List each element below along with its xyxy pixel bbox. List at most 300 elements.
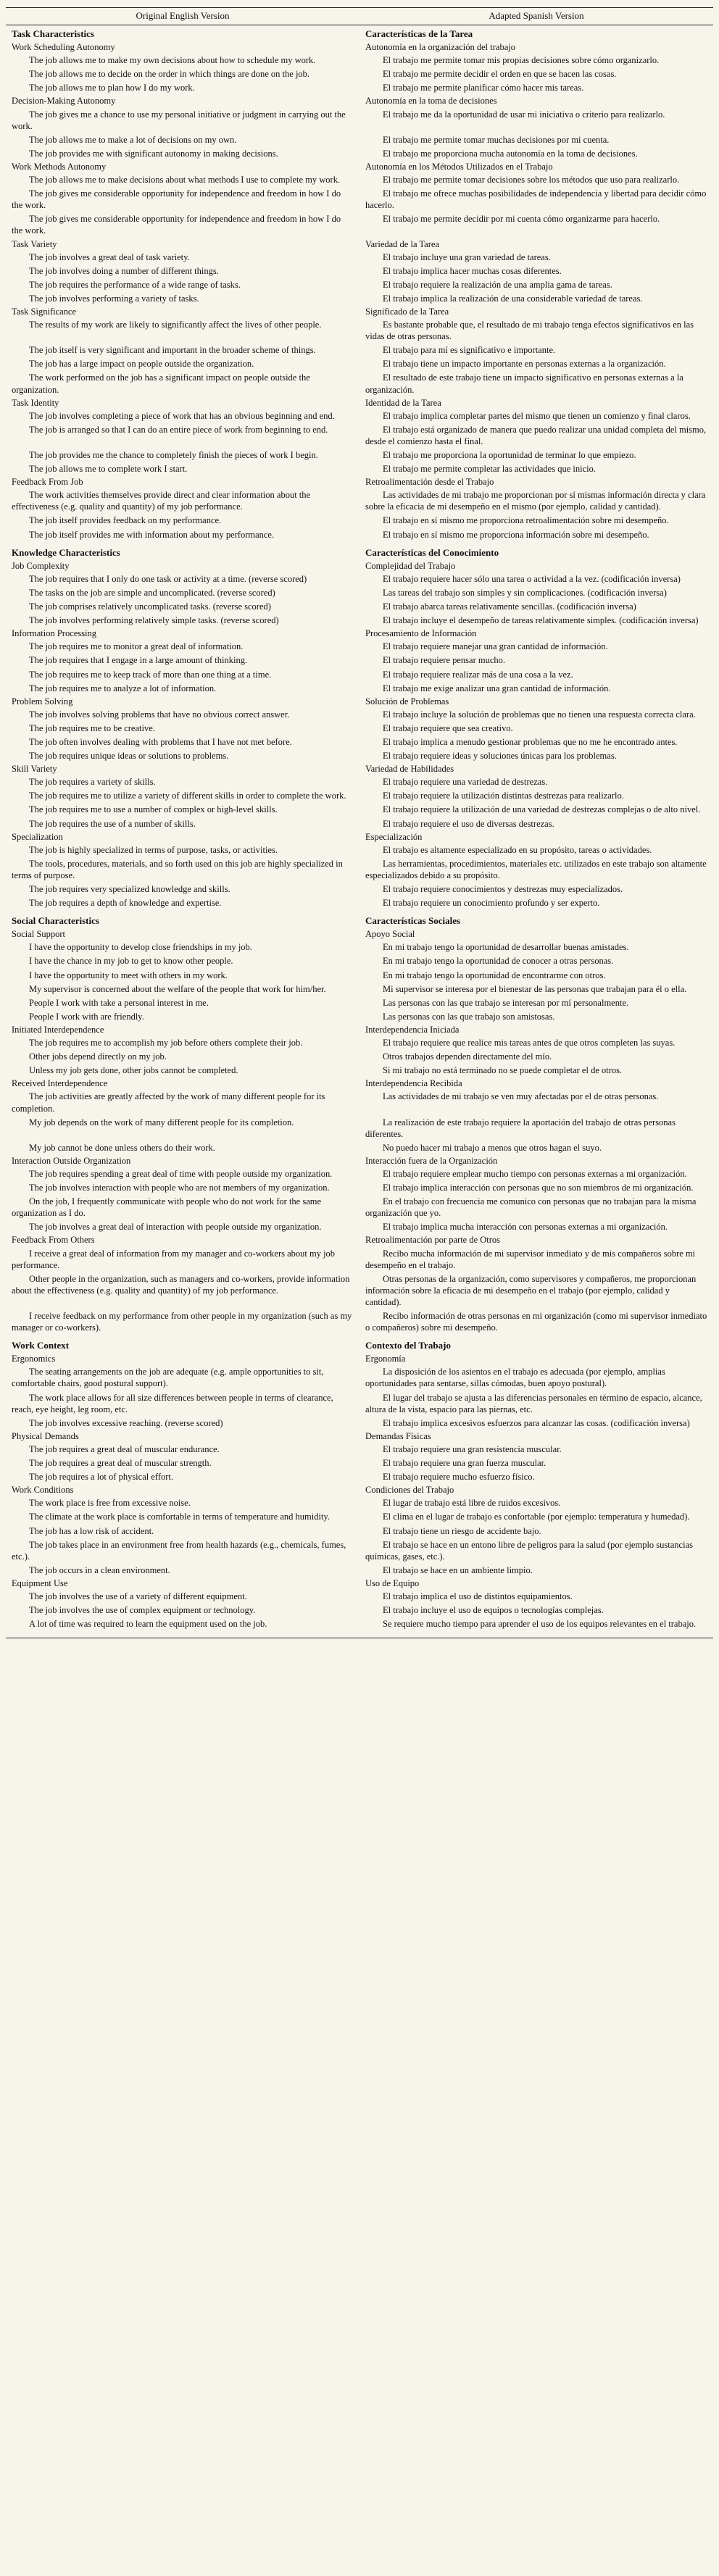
section-heading-spanish: Contexto del Trabajo — [365, 1340, 451, 1351]
scale-heading-row — [6, 1577, 713, 1589]
item-spanish-cell — [360, 212, 713, 237]
scale-heading-english: Work Conditions — [12, 1485, 74, 1496]
item-english-cell — [6, 599, 360, 613]
item-spanish-cell — [360, 775, 713, 788]
item-english: People I work with are friendly. — [29, 1011, 144, 1022]
item-spanish-cell — [360, 1167, 713, 1180]
item-spanish: El trabajo me permite decidir por mi cuenta cómo organizarme para hacerlo. — [383, 214, 660, 225]
scale-heading-english: Received Interdependence — [12, 1078, 108, 1089]
item-english-cell — [6, 1603, 360, 1617]
item-row — [6, 422, 713, 448]
item-row — [6, 448, 713, 462]
item-english: The job involves interaction with people who are not members of my organization. — [29, 1183, 330, 1193]
item-row — [6, 1416, 713, 1430]
item-spanish: El trabajo me permite completar las actividades que inicio. — [383, 464, 596, 475]
item-spanish-cell — [360, 613, 713, 627]
item-english: The job involves excessive reaching. (reverse scored) — [29, 1417, 223, 1428]
item-english-cell — [6, 982, 360, 996]
table-header-row — [6, 8, 713, 25]
item-spanish: Otros trabajos dependen directamente del mío. — [383, 1051, 552, 1062]
item-english: The job gives me a chance to use my personal initiative or judgment in carrying out the work. — [12, 109, 346, 131]
scale-heading-spanish: Variedad de la Tarea — [365, 238, 439, 249]
item-english-cell — [6, 1538, 360, 1563]
item-english-cell — [6, 291, 360, 305]
item-english: The job involves solving problems that have no obvious correct answer. — [29, 709, 290, 720]
item-spanish-cell — [360, 1416, 713, 1430]
scale-heading-spanish: Procesamiento de Información — [365, 628, 477, 639]
item-spanish-cell — [360, 1009, 713, 1023]
item-row — [6, 1089, 713, 1114]
item-spanish: El resultado de este trabajo tiene un impacto significativo en personas externas a la organización. — [365, 372, 683, 395]
item-english: The tools, procedures, materials, and so forth used on this job are highly specialized in terms of purpose. — [12, 858, 343, 880]
item-english-cell — [6, 1089, 360, 1114]
item-spanish: Otras personas de la organización, como supervisores y compañeros, me proporcionan información sobre la eficacia de mi desempeño en el trabajo (por ejemplo, calidad y cantidad). — [365, 1273, 697, 1307]
section-heading-spanish: Características de la Tarea — [365, 28, 473, 39]
item-english-cell — [6, 613, 360, 627]
item-english-cell — [6, 357, 360, 370]
item-spanish: El trabajo requiere una gran fuerza muscular. — [383, 1458, 546, 1469]
item-spanish: Las personas con las que trabajo se interesan por mí personalmente. — [383, 997, 629, 1008]
item-spanish-cell — [360, 954, 713, 967]
item-spanish: El trabajo requiere la utilización de una variedad de destrezas complejas o de alto nivel. — [383, 804, 701, 815]
item-spanish: El trabajo me da la oportunidad de usar mi iniciativa o criterio para realizarlo. — [383, 109, 665, 120]
item-row — [6, 1035, 713, 1049]
item-english-cell — [6, 1442, 360, 1456]
item-spanish-cell — [360, 409, 713, 422]
item-spanish-cell — [360, 1470, 713, 1483]
item-spanish-cell — [360, 1364, 713, 1390]
item-spanish-cell — [360, 1589, 713, 1603]
header-english: Original English Version — [6, 8, 360, 25]
scale-heading-row — [6, 1483, 713, 1496]
item-spanish: El trabajo incluye la solución de problemas que no tienen una respuesta correcta clara. — [383, 709, 696, 720]
item-row — [6, 639, 713, 653]
item-english: The job is arranged so that I can do an entire piece of work from beginning to end. — [29, 424, 328, 435]
item-spanish: El trabajo incluye una gran variedad de tareas. — [383, 251, 551, 262]
scale-heading-english: Job Complexity — [12, 560, 70, 571]
item-english: The job involves performing relatively simple tasks. (reverse scored) — [29, 615, 279, 626]
item-spanish: Es bastante probable que, el resultado de mi trabajo tenga efectos significativos en las vidas de otras personas. — [365, 320, 694, 342]
item-row — [6, 513, 713, 527]
item-spanish: El trabajo requiere emplear mucho tiempo con personas externas a mi organización. — [383, 1168, 687, 1179]
item-english: Unless my job gets done, other jobs cannot be completed. — [29, 1065, 238, 1076]
item-row — [6, 1589, 713, 1603]
item-english-cell — [6, 1167, 360, 1180]
item-row — [6, 1180, 713, 1194]
item-row — [6, 1063, 713, 1077]
scale-heading-english: Feedback From Job — [12, 477, 83, 488]
scale-heading-row — [6, 1352, 713, 1364]
item-spanish-cell — [360, 448, 713, 462]
item-english: A lot of time was required to learn the equipment used on the job. — [29, 1619, 267, 1630]
item-english-cell — [6, 186, 360, 212]
item-row — [6, 528, 713, 541]
item-row — [6, 488, 713, 513]
item-english-cell — [6, 681, 360, 695]
item-english-cell — [6, 1009, 360, 1023]
item-spanish-cell — [360, 133, 713, 146]
item-spanish-cell — [360, 982, 713, 996]
item-english-cell — [6, 317, 360, 343]
item-row — [6, 1364, 713, 1390]
scale-heading-spanish: Interdependencia Iniciada — [365, 1024, 460, 1035]
item-english: The climate at the work place is comfortable in terms of temperature and humidity. — [29, 1512, 331, 1522]
item-spanish: La disposición de los asientos en el trabajo es adecuada (por ejemplo, amplias oportunidades para sentarse, sillas cómodas, buen apoyo postural). — [365, 1367, 665, 1389]
item-row — [6, 572, 713, 585]
item-spanish-cell — [360, 462, 713, 475]
item-spanish: Las tareas del trabajo son simples y sin complicaciones. (codificación inversa) — [383, 587, 667, 598]
item-spanish: Recibo mucha información de mi supervisor inmediato y de mis compañeros sobre mi desempeño en el trabajo. — [365, 1248, 696, 1270]
item-row — [6, 599, 713, 613]
item-spanish-cell — [360, 1496, 713, 1509]
item-english: The job activities are greatly affected by the work of many different people for its completion. — [12, 1091, 325, 1114]
item-row — [6, 1115, 713, 1141]
item-row — [6, 817, 713, 830]
item-english: The job requires that I only do one task or activity at a time. (reverse scored) — [29, 573, 307, 584]
item-row — [6, 681, 713, 695]
item-spanish: El trabajo me permite planificar cómo hacer mis tareas. — [383, 83, 584, 93]
item-spanish: El trabajo requiere el uso de diversas destrezas. — [383, 818, 554, 829]
item-spanish-cell — [360, 357, 713, 370]
item-spanish: El trabajo requiere manejar una gran cantidad de información. — [383, 641, 608, 652]
item-spanish-cell — [360, 968, 713, 982]
scale-heading-spanish: Identidad de la Tarea — [365, 397, 441, 408]
item-spanish-cell — [360, 639, 713, 653]
scale-heading-row — [6, 762, 713, 775]
item-row — [6, 278, 713, 291]
item-spanish-cell — [360, 1141, 713, 1154]
item-english-cell — [6, 1364, 360, 1390]
item-spanish-cell — [360, 488, 713, 513]
item-spanish-cell — [360, 1509, 713, 1523]
item-row — [6, 1391, 713, 1416]
item-english: The job requires spending a great deal of time with people outside my organization. — [29, 1168, 333, 1179]
section-heading-row — [6, 25, 713, 41]
scale-heading-english: Information Processing — [12, 628, 96, 639]
item-spanish: El trabajo me ofrece muchas posibilidades de independencia y libertad para decidir cómo hacerlo. — [365, 188, 707, 211]
scale-heading-english: Interaction Outside Organization — [12, 1155, 131, 1166]
document — [6, 0, 713, 1638]
item-row — [6, 1309, 713, 1334]
item-english: The job provides me with significant autonomy in making decisions. — [29, 148, 278, 159]
item-spanish-cell — [360, 1309, 713, 1334]
scale-heading-spanish: Autonomía en la organización del trabajo — [365, 42, 515, 53]
item-row — [6, 107, 713, 133]
item-spanish-cell — [360, 186, 713, 212]
item-row — [6, 1194, 713, 1220]
item-english: The job requires a variety of skills. — [29, 777, 156, 788]
item-spanish-cell — [360, 1456, 713, 1470]
item-english: The job has a low risk of accident. — [29, 1525, 154, 1536]
item-row — [6, 343, 713, 357]
item-spanish: En el trabajo con frecuencia me comunico con personas que no trabajan para la misma organización que yo. — [365, 1196, 697, 1219]
item-spanish-cell — [360, 1246, 713, 1272]
item-english: The job allows me to complete work I start. — [29, 464, 188, 475]
scale-heading-spanish: Significado de la Tarea — [365, 306, 449, 317]
item-english: I receive a great deal of information from my manager and co-workers about my job performance. — [12, 1248, 336, 1270]
item-english-cell — [6, 53, 360, 67]
section-heading-spanish: Características Sociales — [365, 915, 461, 927]
item-english: My supervisor is concerned about the welfare of the people that work for him/her. — [29, 983, 326, 994]
item-english-cell — [6, 422, 360, 448]
item-spanish-cell — [360, 317, 713, 343]
item-english-cell — [6, 370, 360, 396]
questionnaire-table — [6, 7, 713, 1638]
item-spanish-cell — [360, 653, 713, 667]
item-english: The job allows me to make my own decisions about how to schedule my work. — [29, 55, 316, 66]
scale-heading-row — [6, 475, 713, 488]
item-spanish: El trabajo en sí mismo me proporciona retroalimentación sobre mi desempeño. — [383, 515, 669, 526]
item-row — [6, 1563, 713, 1577]
item-spanish: No puedo hacer mi trabajo a menos que otros hagan el suyo. — [383, 1142, 602, 1153]
item-spanish-cell — [360, 802, 713, 816]
scale-heading-row — [6, 1154, 713, 1167]
item-spanish: El trabajo me exige analizar una gran cantidad de información. — [383, 683, 611, 693]
item-spanish: Mi supervisor se interesa por el bienestar de las personas que trabajan para él o ella. — [383, 983, 687, 994]
item-spanish: En mi trabajo tengo la oportunidad de conocer a otras personas. — [383, 956, 614, 967]
item-english: The job allows me to make decisions about what methods I use to complete my work. — [29, 175, 341, 186]
item-spanish: El trabajo requiere conocimientos y destrezas muy especializados. — [383, 884, 623, 894]
item-english: The seating arrangements on the job are adequate (e.g. ample opportunities to sit, comfortable chairs, good postural support). — [12, 1367, 324, 1389]
item-spanish: El trabajo implica hacer muchas cosas diferentes. — [383, 265, 562, 276]
scale-heading-spanish: Interdependencia Recibida — [365, 1078, 462, 1089]
table-body — [6, 25, 713, 1638]
item-english: I have the opportunity to develop close friendships in my job. — [29, 942, 252, 953]
item-row — [6, 1442, 713, 1456]
item-english: The job requires that I engage in a large amount of thinking. — [29, 655, 248, 666]
item-row — [6, 843, 713, 856]
item-spanish-cell — [360, 843, 713, 856]
item-spanish: El trabajo implica el uso de distintos equipamientos. — [383, 1591, 573, 1601]
item-english-cell — [6, 843, 360, 856]
item-spanish: El trabajo requiere una variedad de destrezas. — [383, 777, 548, 788]
item-row — [6, 1538, 713, 1563]
item-english-cell — [6, 1416, 360, 1430]
item-english: The job gives me considerable opportunity for independence and freedom in how I do the work. — [12, 214, 341, 236]
item-row — [6, 1246, 713, 1272]
item-english-cell — [6, 721, 360, 735]
item-english-cell — [6, 67, 360, 80]
item-spanish: El trabajo es altamente especializado en su propósito, tareas o actividades. — [383, 844, 652, 855]
item-spanish-cell — [360, 1115, 713, 1141]
item-spanish: El trabajo requiere ideas y soluciones únicas para los problemas. — [383, 751, 617, 762]
scale-heading-row — [6, 305, 713, 317]
item-spanish-cell — [360, 1617, 713, 1630]
section-heading-row — [6, 1334, 713, 1352]
scale-heading-row — [6, 1233, 713, 1246]
item-spanish: El trabajo requiere un conocimiento profundo y ser experto. — [383, 898, 600, 909]
item-row — [6, 1272, 713, 1309]
item-spanish: El trabajo implica a menudo gestionar problemas que no me he encontrado antes. — [383, 736, 678, 747]
item-english: The work place allows for all size differences between people in terms of clearance, reach, eye height, leg room, etc. — [12, 1392, 333, 1414]
scale-heading-english: Work Methods Autonomy — [12, 161, 107, 172]
item-spanish-cell — [360, 1391, 713, 1416]
item-english-cell — [6, 940, 360, 954]
item-english-cell — [6, 462, 360, 475]
item-english-cell — [6, 788, 360, 802]
item-row — [6, 53, 713, 67]
item-row — [6, 317, 713, 343]
item-english: The job allows me to decide on the order in which things are done on the job. — [29, 69, 310, 80]
item-spanish: El trabajo está organizado de manera que puedo realizar una unidad completa del mismo, desde el comienzo hasta el final. — [365, 424, 707, 446]
item-english: The job involves the use of a variety of different equipment. — [29, 1591, 247, 1601]
item-english-cell — [6, 409, 360, 422]
item-spanish: Las actividades de mi trabajo me proporcionan por sí mismas información directa y clara sobre la eficacia de mi desempeño en el mismo (por ejemplo, calidad y cantidad). — [365, 490, 706, 512]
item-spanish: El lugar del trabajo se ajusta a las diferencias personales en término de espacio, alcance, altura de la vista, espacio para las piernas, etc. — [365, 1392, 702, 1414]
item-english-cell — [6, 250, 360, 264]
item-spanish-cell — [360, 681, 713, 695]
item-row — [6, 146, 713, 160]
scale-heading-spanish: Solución de Problemas — [365, 696, 449, 706]
item-english: The tasks on the job are simple and uncomplicated. (reverse scored) — [29, 587, 275, 598]
item-row — [6, 172, 713, 186]
scale-heading-row — [6, 928, 713, 940]
item-row — [6, 982, 713, 996]
item-spanish-cell — [360, 67, 713, 80]
item-row — [6, 80, 713, 94]
item-row — [6, 1167, 713, 1180]
item-row — [6, 409, 713, 422]
item-english: I have the chance in my job to get to know other people. — [29, 956, 233, 967]
item-spanish-cell — [360, 721, 713, 735]
item-row — [6, 133, 713, 146]
item-english: The job requires the performance of a wide range of tasks. — [29, 279, 241, 290]
item-spanish: El trabajo requiere que sea creativo. — [383, 722, 513, 733]
item-spanish-cell — [360, 1603, 713, 1617]
item-english: The job requires me to monitor a great deal of information. — [29, 641, 244, 652]
item-english-cell — [6, 1246, 360, 1272]
item-spanish-cell — [360, 585, 713, 599]
item-spanish-cell — [360, 1538, 713, 1563]
item-english: The job requires very specialized knowledge and skills. — [29, 884, 230, 894]
section-heading-english: Task Characteristics — [12, 28, 94, 39]
item-row — [6, 1470, 713, 1483]
item-english: The job involves a great deal of task variety. — [29, 251, 190, 262]
item-row — [6, 250, 713, 264]
item-row — [6, 896, 713, 909]
item-english: The job itself provides feedback on my performance. — [29, 515, 222, 526]
item-english: The job allows me to make a lot of decisions on my own. — [29, 134, 237, 145]
item-english-cell — [6, 667, 360, 681]
item-row — [6, 1009, 713, 1023]
scale-heading-spanish: Uso de Equipo — [365, 1577, 420, 1588]
item-row — [6, 788, 713, 802]
item-spanish: En mi trabajo tengo la oportunidad de desarrollar buenas amistades. — [383, 942, 629, 953]
item-spanish-cell — [360, 599, 713, 613]
item-row — [6, 882, 713, 896]
item-spanish-cell — [360, 1035, 713, 1049]
item-spanish: Recibo información de otras personas en mi organización (como mi supervisor inmediato o compañeros) sobre mi desempeño. — [365, 1311, 707, 1333]
scale-heading-english: Equipment Use — [12, 1577, 68, 1588]
scale-heading-spanish: Apoyo Social — [365, 929, 415, 940]
item-english: The job comprises relatively uncomplicated tasks. (reverse scored) — [29, 601, 271, 612]
item-spanish: El trabajo incluye el desempeño de tareas relativamente simples. (codificación inversa) — [383, 615, 699, 626]
item-english: The job requires me to utilize a variety of different skills in order to complete the work. — [29, 791, 346, 801]
item-spanish: El trabajo requiere pensar mucho. — [383, 655, 506, 666]
item-spanish-cell — [360, 1563, 713, 1577]
section-heading-english: Knowledge Characteristics — [12, 546, 120, 558]
item-spanish: El clima en el lugar de trabajo es confortable (por ejemplo: temperatura y humedad). — [383, 1512, 690, 1522]
scale-heading-spanish: Interacción fuera de la Organización — [365, 1155, 498, 1166]
item-spanish: El trabajo implica interacción con personas que no son miembros de mi organización. — [383, 1183, 694, 1193]
section-heading-spanish: Características del Conocimiento — [365, 546, 499, 558]
item-row — [6, 212, 713, 237]
item-spanish: El trabajo me proporciona mucha autonomía en la toma de decisiones. — [383, 148, 638, 159]
item-spanish: El trabajo me permite decidir el orden en que se hacen las cosas. — [383, 69, 617, 80]
item-spanish-cell — [360, 940, 713, 954]
item-row — [6, 1617, 713, 1630]
item-english-cell — [6, 1617, 360, 1630]
item-row — [6, 954, 713, 967]
table-bottom-rule — [6, 1630, 713, 1638]
item-spanish-cell — [360, 1442, 713, 1456]
item-english: The job requires me to be creative. — [29, 722, 155, 733]
scale-heading-english: Work Scheduling Autonomy — [12, 42, 115, 53]
item-spanish: El lugar de trabajo está libre de ruidos excesivos. — [383, 1498, 561, 1509]
item-spanish-cell — [360, 422, 713, 448]
item-english: The job allows me to plan how I do my work. — [29, 83, 195, 93]
scale-heading-row — [6, 695, 713, 707]
section-heading-english: Work Context — [12, 1340, 70, 1351]
item-english-cell — [6, 343, 360, 357]
item-english-cell — [6, 585, 360, 599]
item-english-cell — [6, 1180, 360, 1194]
item-english-cell — [6, 968, 360, 982]
item-row — [6, 1141, 713, 1154]
item-english-cell — [6, 1589, 360, 1603]
item-english: I have the opportunity to meet with others in my work. — [29, 970, 228, 980]
item-spanish: El trabajo para mí es significativo e importante. — [383, 345, 556, 356]
item-row — [6, 1524, 713, 1538]
item-english: The job requires a great deal of muscular strength. — [29, 1458, 212, 1469]
item-english: The job occurs in a clean environment. — [29, 1564, 170, 1575]
item-row — [6, 996, 713, 1009]
item-spanish-cell — [360, 250, 713, 264]
scale-heading-english: Task Variety — [12, 238, 57, 249]
scale-heading-english: Ergonomics — [12, 1354, 56, 1364]
item-english: My job depends on the work of many different people for its completion. — [29, 1117, 294, 1127]
item-spanish-cell — [360, 749, 713, 762]
item-english: Other people in the organization, such as managers and co-workers, provide information about the effectiveness (e.g. quality and quantity) of my job performance. — [12, 1273, 350, 1296]
item-english: The job requires a great deal of muscular endurance. — [29, 1443, 220, 1454]
item-english-cell — [6, 1509, 360, 1523]
item-english-cell — [6, 1141, 360, 1154]
item-spanish: El trabajo me permite tomar decisiones sobre los métodos que uso para realizarlo. — [383, 175, 680, 186]
item-spanish-cell — [360, 513, 713, 527]
item-english-cell — [6, 1063, 360, 1077]
section-heading-row — [6, 541, 713, 559]
item-english-cell — [6, 802, 360, 816]
scale-heading-row — [6, 627, 713, 639]
item-spanish: El trabajo tiene un riesgo de accidente bajo. — [383, 1525, 541, 1536]
item-spanish-cell — [360, 1063, 713, 1077]
item-english-cell — [6, 896, 360, 909]
item-english: The job often involves dealing with problems that I have not met before. — [29, 736, 292, 747]
scale-heading-english: Problem Solving — [12, 696, 73, 706]
item-english-cell — [6, 954, 360, 967]
item-row — [6, 613, 713, 627]
item-english-cell — [6, 107, 360, 133]
item-row — [6, 1603, 713, 1617]
item-english-cell — [6, 817, 360, 830]
item-spanish-cell — [360, 278, 713, 291]
scale-heading-row — [6, 238, 713, 250]
item-english-cell — [6, 1524, 360, 1538]
scale-heading-english: Task Identity — [12, 397, 59, 408]
item-english: The job requires me to use a number of complex or high-level skills. — [29, 804, 278, 815]
item-english-cell — [6, 882, 360, 896]
scale-heading-english: Task Significance — [12, 306, 77, 317]
